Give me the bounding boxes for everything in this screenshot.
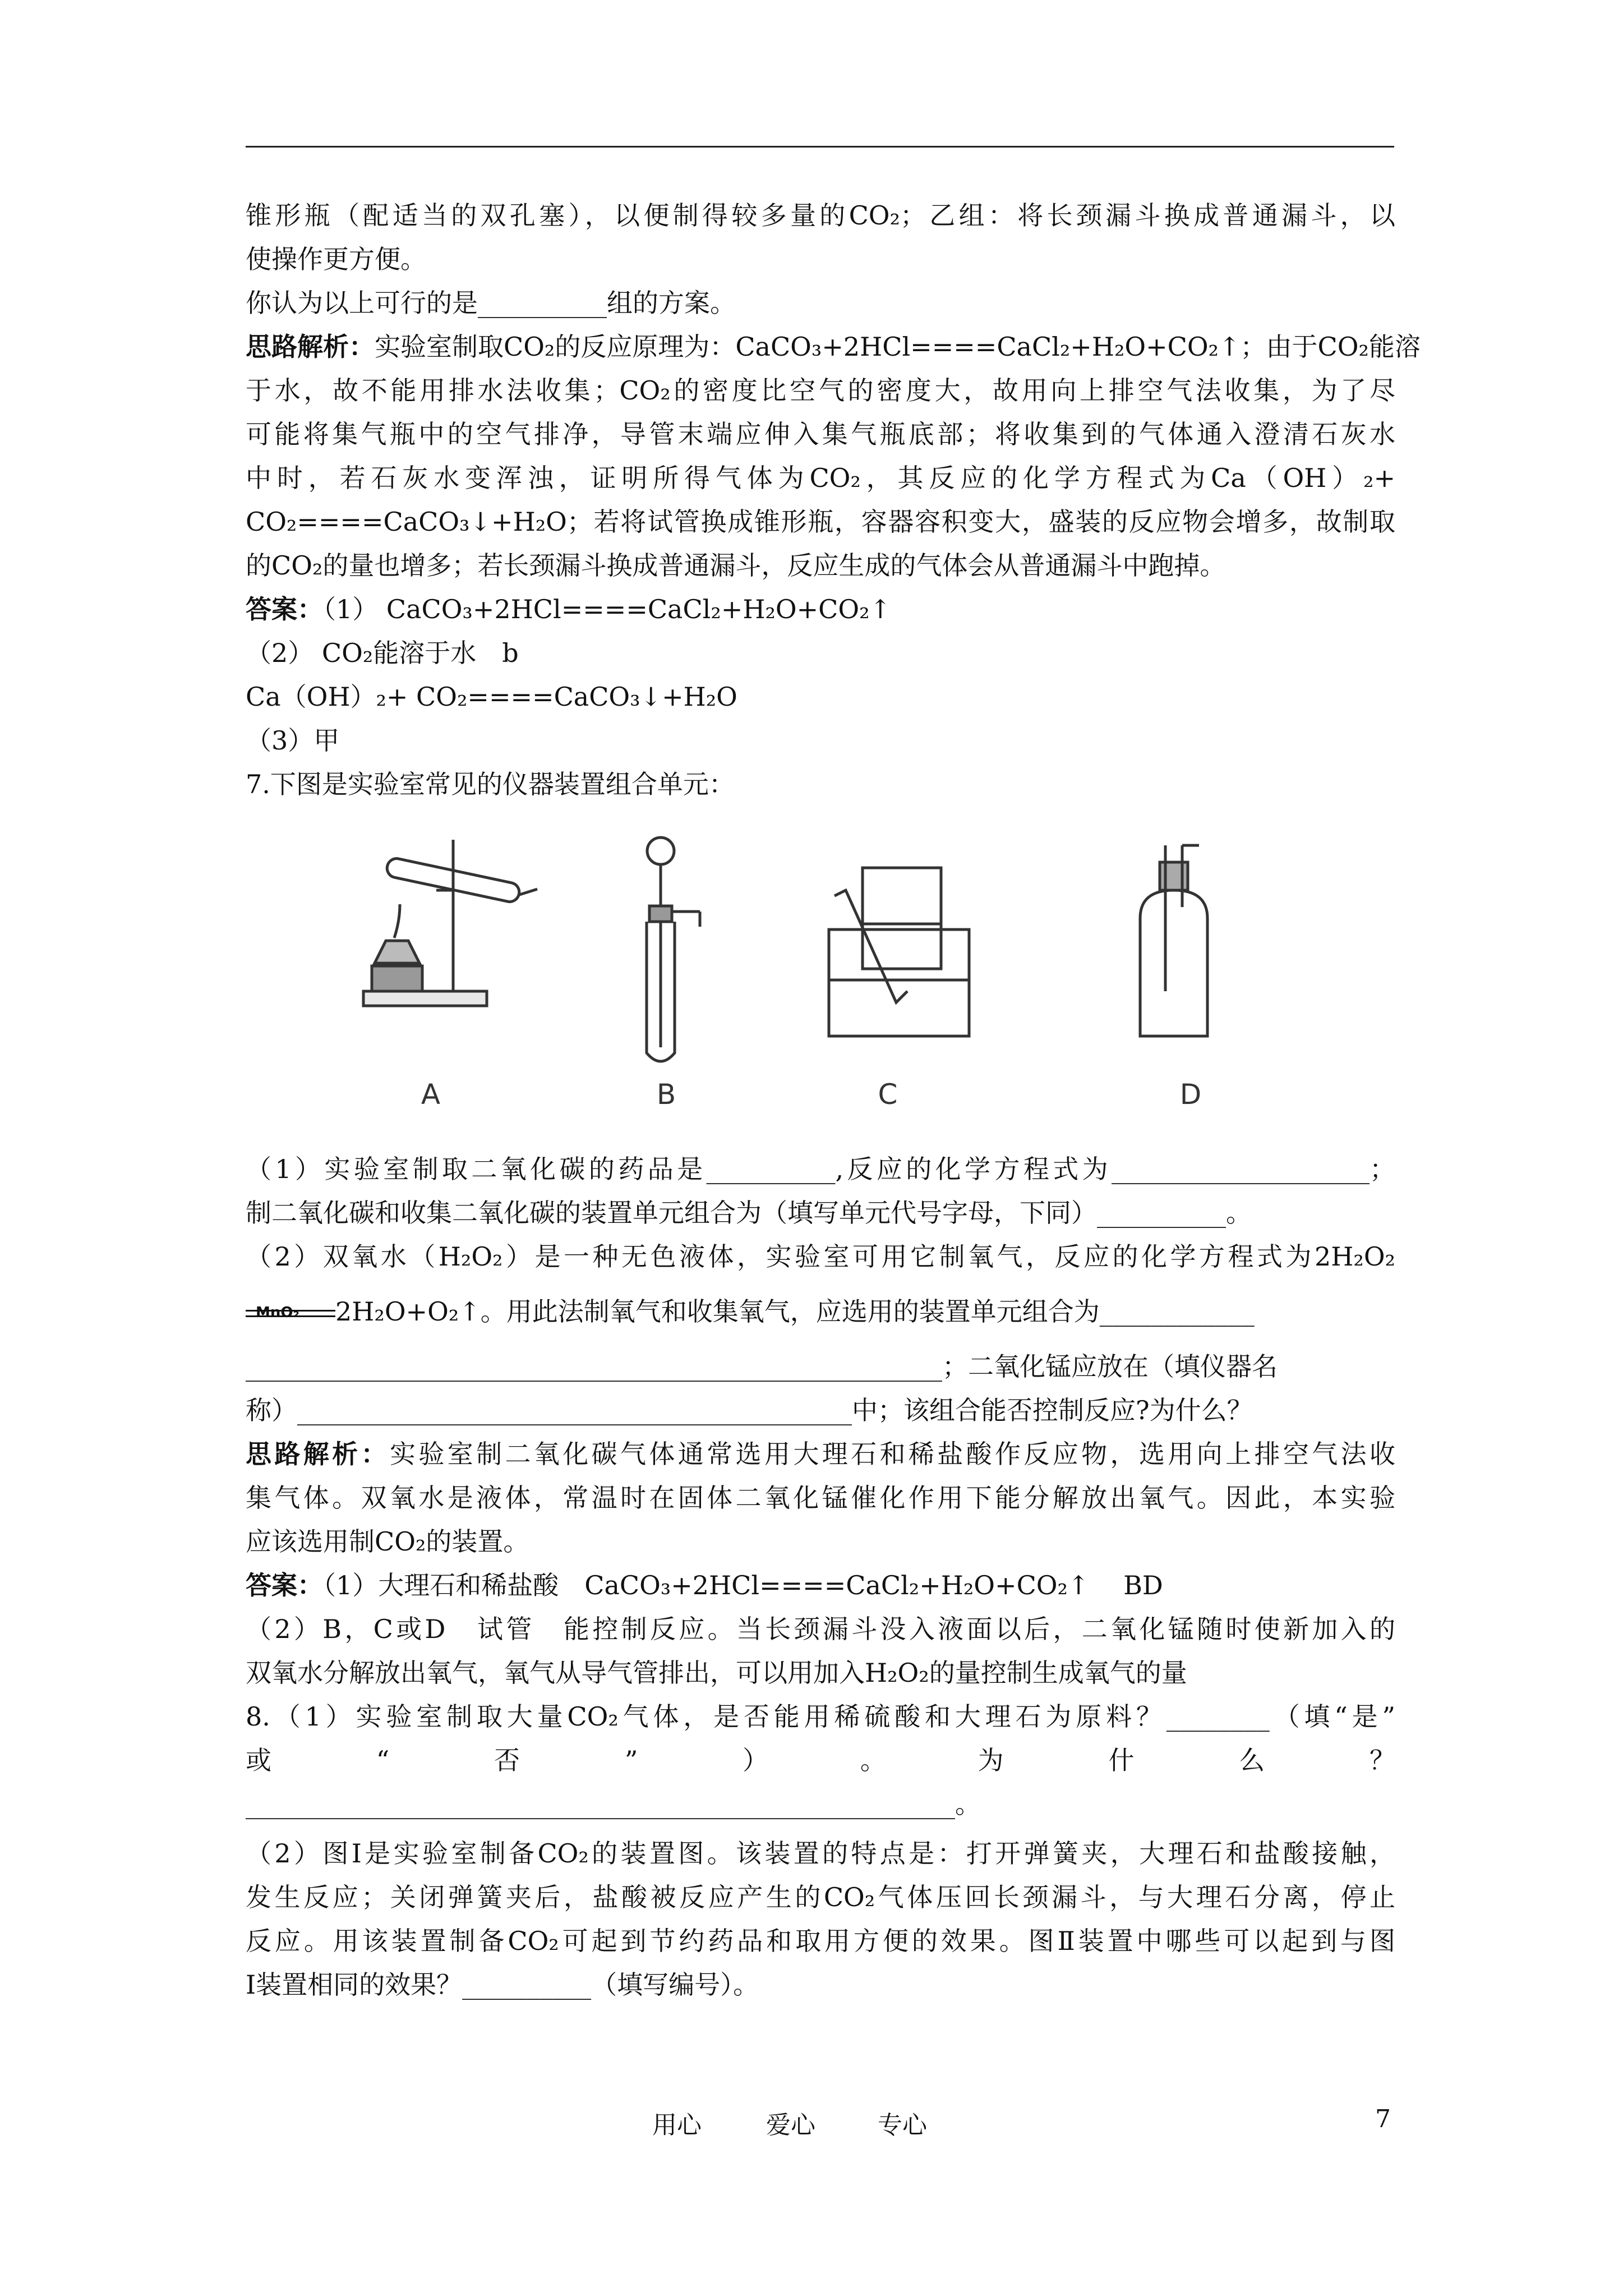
apparatus-figure [246,823,1395,1137]
answer-line: （3）甲 [246,725,340,756]
analysis-text: 实验室制取CO₂的反应原理为：CaCO₃+2HCl====CaCl₂+H₂O+CO₂↑；由于CO₂能溶 [375,332,1421,362]
question-line: 或 “ 否 ” ） 。 为 什 么 ？ [246,1745,1395,1775]
answer-line: （2） CO₂能溶于水 b [246,638,519,668]
analysis-line: CO₂====CaCO₃↓+H₂O；若将试管换成锥形瓶，容器容积变大，盛装的反应物会增多，故制取 [246,507,1395,537]
text-line: 你认为以上可行的是__________组的方案。 [246,288,736,318]
question-line: （1）实验室制取二氧化碳的药品是__________,反应的化学方程式为____________________； [246,1154,1395,1184]
apparatus-a-drawing [363,840,537,1006]
question-line: ______________________________________________________；二氧化锰应放在（填仪器名 [246,1351,1278,1382]
question-line: 8.（1）实验室制取大量CO₂气体，是否能用稀硫酸和大理石为原料？________（填“是” [246,1701,1395,1732]
apparatus-c-drawing [829,868,969,1036]
answer-line [246,587,1395,631]
footer-right: 专心 [878,2111,927,2139]
analysis-line: 可能将集气瓶中的空气排净，导管末端应伸入集气瓶底部；将收集到的气体通入澄清石灰水 [246,419,1395,449]
analysis-text: 实验室制二氧化碳气体通常选用大理石和稀盐酸作反应物，选用向上排空气法收 [389,1439,1396,1469]
answer-line: （2）B，C或D 试管 能控制反应。当长颈漏斗没入液面以后，二氧化锰随时使新加入的 [246,1614,1395,1644]
analysis-label: 思路解析： [246,1439,390,1469]
analysis-line: 的CO₂的量也增多；若长颈漏斗换成普通漏斗，反应生成的气体会从普通漏斗中跑掉。 [246,550,1226,581]
apparatus-b-drawing [647,838,700,1061]
analysis-label: 思路解析： [246,332,375,362]
equation-line [246,1290,1395,1333]
caption-c: C [878,1078,898,1111]
question-line: Ⅰ装置相同的效果？__________（填写编号）。 [246,1970,759,2000]
page-number: 7 [1375,2105,1391,2133]
answer-line: 双氧水分解放出氧气，氧气从导气管排出，可以用加入H₂O₂的量控制生成氧气的量 [246,1658,1187,1688]
question-line: 制二氧化碳和收集二氧化碳的装置单元组合为（填写单元代号字母，下同）__________。 [246,1198,1252,1228]
question-line: _______________________________________________________。 [246,1789,981,1819]
catalyst-label: MnO₂ [256,1304,299,1321]
footer-left: 用心 [652,2111,702,2139]
analysis-line [246,325,1421,369]
question-line: 发生反应；关闭弹簧夹后，盐酸被反应产生的CO₂气体压回长颈漏斗，与大理石分离，停止 [246,1882,1395,1912]
question-line: 反应。用该装置制备CO₂可起到节约药品和取用方便的效果。图Ⅱ装置中哪些可以起到与图 [246,1926,1395,1956]
catalyst-equals-sign [246,1290,335,1333]
answer-label: 答案： [246,1570,323,1600]
analysis-line: 应该选用制CO₂的装置。 [246,1526,529,1557]
question-line: （2）双氧水（H₂O₂）是一种无色液体，实验室可用它制氧气，反应的化学方程式为2H₂O₂ [246,1241,1395,1272]
page-content [246,194,1421,2007]
text-line: 使操作更方便。 [246,244,426,274]
footer-middle: 爱心 [766,2111,815,2139]
apparatus-drawing [341,823,1350,1075]
analysis-line: 中时，若石灰水变浑浊，证明所得气体为CO₂，其反应的化学方程式为Ca（OH）₂+ [246,463,1395,493]
text-line: 锥形瓶（配适当的双孔塞），以便制得较多量的CO₂；乙组：将长颈漏斗换成普通漏斗，以 [246,200,1395,231]
caption-d: D [1179,1078,1202,1111]
question-7-title: 7.下图是实验室常见的仪器装置组合单元： [246,769,735,799]
header-rule [246,146,1394,148]
analysis-line [246,1432,1395,1476]
analysis-line: 于水，故不能用排水法收集；CO₂的密度比空气的密度大，故用向上排空气法收集，为了尽 [246,375,1395,406]
analysis-line: 集气体。双氧水是液体，常温时在固体二氧化锰催化作用下能分解放出氧气。因此，本实验 [246,1483,1395,1513]
answer-label: 答案： [246,594,323,624]
caption-a: A [421,1078,441,1111]
question-line: 称）___________________________________________中；该组合能否控制反应?为什么？ [246,1395,1253,1425]
caption-b: B [656,1078,676,1111]
answer-line [246,1563,1395,1607]
equation-text: 2H₂O+O₂↑。用此法制氧气和收集氧气，应选用的装置单元组合为____________ [335,1296,1255,1327]
answer-text: （1）大理石和稀盐酸 CaCO₃+2HCl====CaCl₂+H₂O+CO₂↑ BD [323,1570,1163,1600]
answer-line: Ca（OH）₂+ CO₂====CaCO₃↓+H₂O [246,682,737,712]
answer-text: （1） CaCO₃+2HCl====CaCl₂+H₂O+CO₂↑ [323,594,892,624]
question-line: （2）图Ⅰ是实验室制备CO₂的装置图。该装置的特点是：打开弹簧夹，大理石和盐酸接触， [246,1838,1395,1869]
apparatus-d-drawing [1140,845,1207,1036]
